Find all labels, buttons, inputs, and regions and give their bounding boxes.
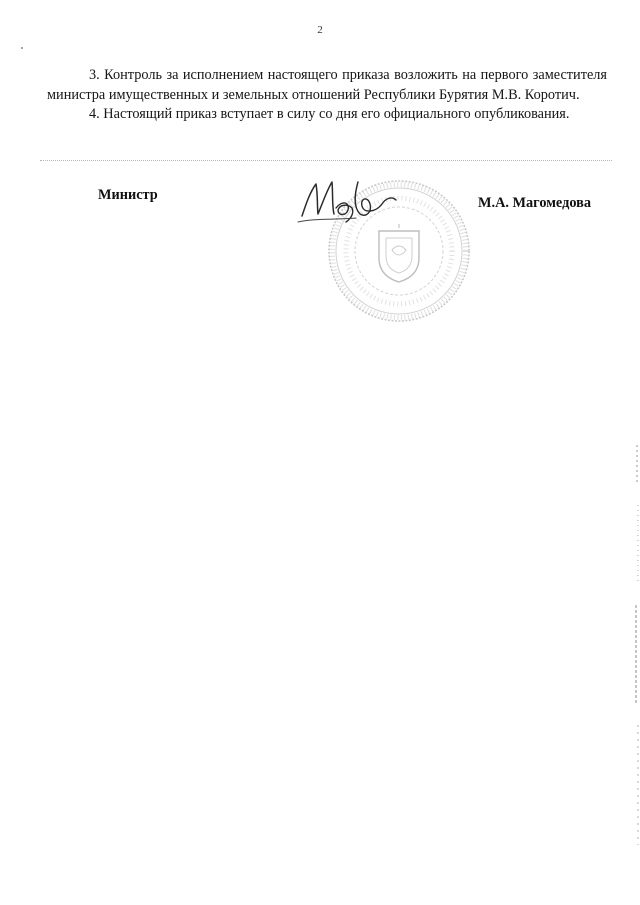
- signatory-name: М.А. Магомедова: [478, 195, 591, 211]
- scan-speck: [21, 47, 23, 49]
- signatory-position: Министр: [98, 187, 158, 203]
- paragraph-item-4: 4. Настоящий приказ вступает в силу со дня его официального опубликования.: [89, 106, 570, 122]
- scan-artifact-line: [40, 160, 612, 161]
- document-body: [47, 66, 607, 125]
- page-number: 2: [317, 24, 323, 36]
- handwritten-signature: [296, 174, 406, 230]
- paragraph-item-3: 3. Контроль за исполнением настоящего приказа возложить на первого заместителя министра имущественных и земельных отношений Республики Бурятия М.В. Коротич.: [47, 67, 607, 103]
- scan-edge-artifacts: [630, 445, 640, 845]
